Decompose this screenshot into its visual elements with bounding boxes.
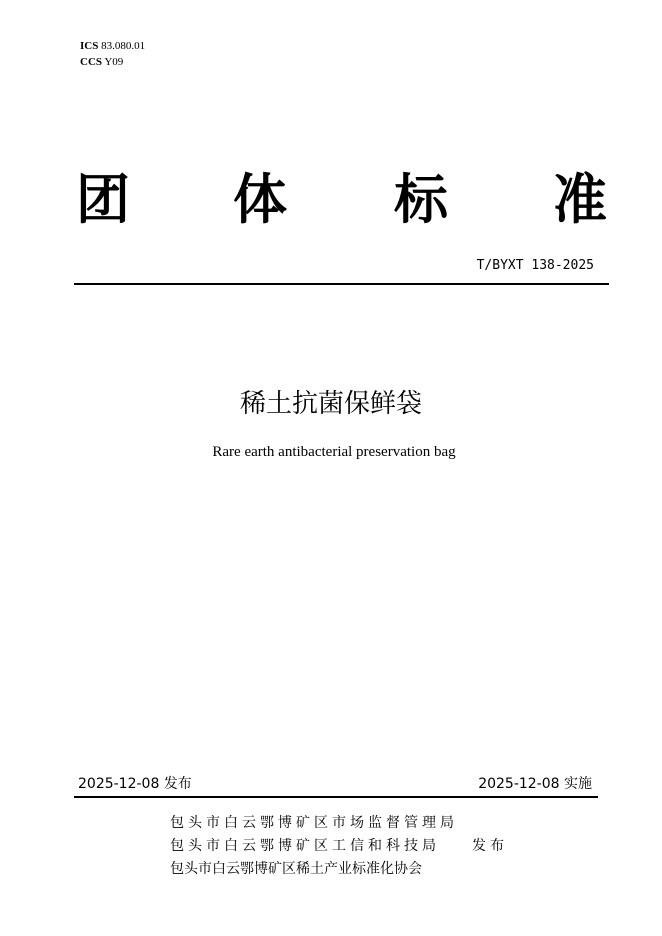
ccs-code: CCS Y09 — [80, 56, 124, 68]
issuer-2: 包头市白云鄂博矿区工信和科技局 — [170, 838, 440, 854]
title-chinese: 稀土抗菌保鲜袋 — [239, 389, 422, 419]
standard-type-char-2: 体 — [233, 168, 287, 231]
header-divider — [74, 283, 609, 285]
issuer-1: 包头市白云鄂博矿区市场监督管理局 — [170, 815, 458, 831]
standard-type-char-1: 团 — [76, 168, 130, 231]
issuer-list — [170, 812, 458, 881]
standard-type-char-3: 标 — [394, 168, 448, 231]
standard-number: T/BYXT 138-2025 — [476, 258, 594, 273]
implement-date: 2025-12-08 实施 — [478, 776, 592, 792]
classification-codes — [80, 38, 145, 70]
title-english: Rare earth antibacterial preservation bag — [212, 444, 456, 460]
issuer-3: 包头市白云鄂博矿区稀土产业标准化协会 — [170, 861, 422, 877]
standard-type-char-4: 准 — [553, 168, 607, 231]
ics-code: ICS 83.080.01 — [80, 40, 146, 52]
footer-divider — [74, 796, 598, 798]
publish-label: 发布 — [472, 838, 508, 854]
publish-date: 2025-12-08 发布 — [78, 776, 192, 792]
